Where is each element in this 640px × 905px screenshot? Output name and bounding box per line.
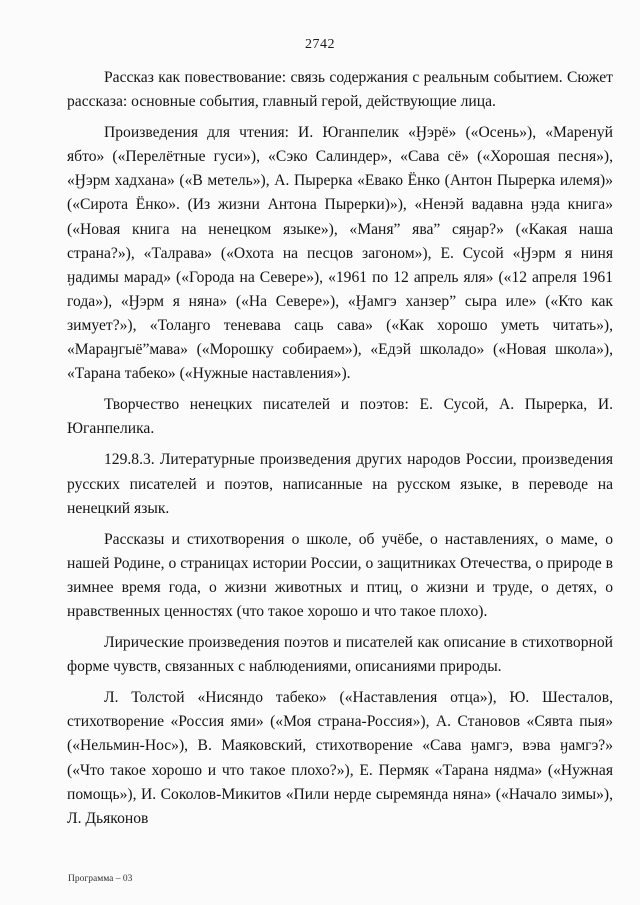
paragraph-stories-and-poems: Рассказы и стихотворения о школе, об учёбе, о наставлениях, о маме, о нашей Родине, о страницах истории России, о защитниках Отечества, о природе в зимнее время года, о жизни животных и птиц, о жизни и труде, о детях, о нравственных ценностях (что такое хорошо и что такое плохо).	[67, 530, 613, 620]
paragraph-nenets-writers: Творчество ненецких писателей и поэтов: Е. Сусой, А. Пырерка, И. Юганпелика.	[67, 396, 613, 438]
document-body	[67, 66, 613, 838]
paragraph-story-narration: Рассказ как повествование: связь содержания с реальным событием. Сюжет рассказа: основные события, главный герой, действующие лица.	[67, 69, 613, 111]
page-number: 2742	[305, 37, 335, 52]
paragraph-lyrical-works: Лирические произведения поэтов и писателей как описание в стихотворной форме чувств, связанных с наблюдениями, описаниями природы.	[67, 634, 613, 676]
footer-program-label: Программа – 03	[68, 874, 133, 884]
paragraph-works-for-reading: Произведения для чтения: И. Юганпелик «Ӈэрё» («Осень»), «Маренуй ябто» («Перелётные гуси»), «Сэко Салиндер», «Сава сё» («Хорошая песня»), «Ӈэрм хадхана» («В метель»), А. Пырерка «Евако Ёнко (Антон Пырерка илемя)» («Сирота Ёнко». (Из жизни Антона Пырерки)»), «Ненэй вадавна ӈэда книга» («Новая книга на ненецком языке»), «Маня” ява” сяӈар?» («Какая наша страна?»), «Талрава» («Охота на песцов загоном»), Е. Сусой «Ӈэрм я ниня ӈадимы марад» («Города на Севере»), «1961 по 12 апрель яля» («12 апреля 1961 года»), «Ӈэрм я няна» («На Севере»), «Ӈамгэ ханзер” сыра иле» («Кто как зимует?»), «Толаӈго теневава саць сава» («Как хорошо уметь читать»), «Мараӈгыё”мава» («Морошку собираем»), «Едэй школадо» («Новая школа»), «Тарана табеко» («Нужные наставления»).	[67, 124, 613, 383]
paragraph-section-129-8-3: 129.8.3. Литературные произведения других народов России, произведения русских писателей и поэтов, написанные на русском языке, в переводе на ненецкий язык.	[67, 451, 613, 517]
paragraph-authors-list: Л. Толстой «Нисяндо табеко» («Наставления отца»), Ю. Шесталов, стихотворение «Россия ями» («Моя страна-Россия»), А. Становов «Сявта пыя» («Нельмин-Нос»), В. Маяковский, стихотворение «Сава ӈамгэ, вэва ӈамгэ?» («Что такое хорошо и что такое плохо?»), Е. Пермяк «Тарана нядма» («Нужная помощь»), И. Соколов-Микитов «Пили нерде сыремянда няна» («Начало зимы»), Л. Дьяконов	[67, 689, 613, 827]
